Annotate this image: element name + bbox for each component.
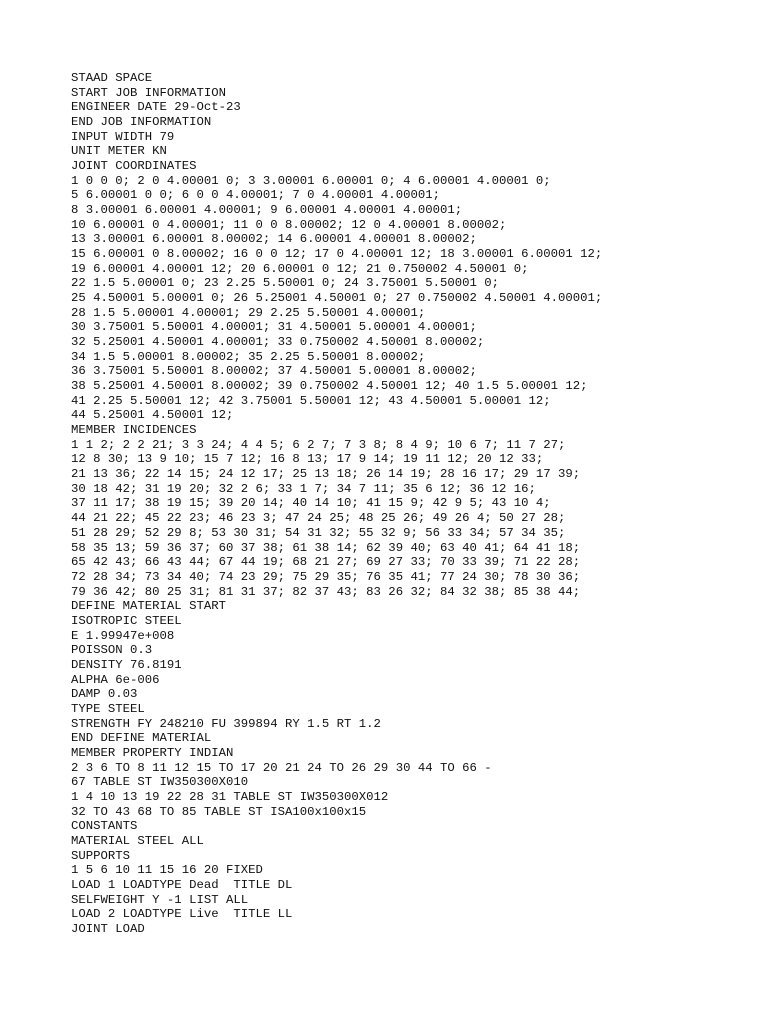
text-line: DAMP 0.03 <box>71 687 138 702</box>
text-line: MEMBER PROPERTY INDIAN <box>71 745 234 760</box>
text-line: ISOTROPIC STEEL <box>71 613 182 628</box>
text-line: SUPPORTS <box>71 848 131 863</box>
text-line: 19 6.00001 4.00001 12; 20 6.00001 0 12; 21 0.750002 4.50001 0; <box>71 261 529 276</box>
text-line: JOINT LOAD <box>71 921 145 936</box>
text-line: 65 42 43; 66 43 44; 67 44 19; 68 21 27; 69 27 33; 70 33 39; 71 22 28; <box>71 555 581 570</box>
text-line <box>71 937 751 952</box>
text-line: 30 18 42; 31 19 20; 32 2 6; 33 1 7; 34 7 11; 35 6 12; 36 12 16; <box>71 481 536 496</box>
text-line: UNIT METER KN <box>71 144 167 159</box>
text-line: POISSON 0.3 <box>71 643 153 658</box>
text-line: 1 4 10 13 19 22 28 31 TABLE ST IW350300X012 <box>71 789 389 804</box>
staad-input-file <box>71 71 751 951</box>
text-line: 36 3.75001 5.50001 8.00002; 37 4.50001 5.00001 8.00002; <box>71 364 477 379</box>
text-line: STRENGTH FY 248210 FU 399894 RY 1.5 RT 1.2 <box>71 716 381 731</box>
text-line: 38 5.25001 4.50001 8.00002; 39 0.750002 4.50001 12; 40 1.5 5.00001 12; <box>71 379 588 394</box>
text-line: 79 36 42; 80 25 31; 81 31 37; 82 37 43; 83 26 32; 84 32 38; 85 38 44; <box>71 584 581 599</box>
text-line: 32 TO 43 68 TO 85 TABLE ST ISA100x100x15 <box>71 804 367 819</box>
text-line: ALPHA 6e-006 <box>71 672 160 687</box>
text-line: 15 6.00001 0 8.00002; 16 0 0 12; 17 0 4.00001 12; 18 3.00001 6.00001 12; <box>71 247 603 262</box>
text-line: 25 4.50001 5.00001 0; 26 5.25001 4.50001 0; 27 0.750002 4.50001 4.00001; <box>71 291 603 306</box>
text-line: END DEFINE MATERIAL <box>71 731 212 746</box>
text-line: STAAD SPACE <box>71 71 153 85</box>
text-line: 8 3.00001 6.00001 4.00001; 9 6.00001 4.00001 4.00001; <box>71 203 463 218</box>
text-line: 1 1 2; 2 2 21; 3 3 24; 4 4 5; 6 2 7; 7 3 8; 8 4 9; 10 6 7; 11 7 27; <box>71 437 566 452</box>
text-line: 32 5.25001 4.50001 4.00001; 33 0.750002 4.50001 8.00002; <box>71 335 485 350</box>
text-line: 22 1.5 5.00001 0; 23 2.25 5.50001 0; 24 3.75001 5.50001 0; <box>71 276 500 291</box>
text-line: 1 5 6 10 11 15 16 20 FIXED <box>71 863 263 878</box>
text-line: 51 28 29; 52 29 8; 53 30 31; 54 31 32; 55 32 9; 56 33 34; 57 34 35; <box>71 525 566 540</box>
text-line: 72 28 34; 73 34 40; 74 23 29; 75 29 35; 76 35 41; 77 24 30; 78 30 36; <box>71 569 581 584</box>
text-line: LOAD 2 LOADTYPE Live TITLE LL <box>71 907 293 922</box>
text-line: JOINT COORDINATES <box>71 159 197 174</box>
text-line: 28 1.5 5.00001 4.00001; 29 2.25 5.50001 4.00001; <box>71 305 426 320</box>
text-line: SELFWEIGHT Y -1 LIST ALL <box>71 892 249 907</box>
text-line: 67 TABLE ST IW350300X010 <box>71 775 249 790</box>
text-line: 1 0 0 0; 2 0 4.00001 0; 3 3.00001 6.00001 0; 4 6.00001 4.00001 0; <box>71 173 551 188</box>
text-line: START JOB INFORMATION <box>71 85 226 100</box>
text-line: 44 21 22; 45 22 23; 46 23 3; 47 24 25; 48 25 26; 49 26 4; 50 27 28; <box>71 511 566 526</box>
text-line: INPUT WIDTH 79 <box>71 129 175 144</box>
text-line: E 1.99947e+008 <box>71 628 175 643</box>
text-line: 41 2.25 5.50001 12; 42 3.75001 5.50001 12; 43 4.50001 5.00001 12; <box>71 393 551 408</box>
text-line: END JOB INFORMATION <box>71 115 212 130</box>
text-line: 10 6.00001 0 4.00001; 11 0 0 8.00002; 12 0 4.00001 8.00002; <box>71 217 507 232</box>
text-line: ENGINEER DATE 29-Oct-23 <box>71 100 241 115</box>
text-line: DENSITY 76.8191 <box>71 657 182 672</box>
text-line: 34 1.5 5.00001 8.00002; 35 2.25 5.50001 8.00002; <box>71 349 426 364</box>
text-line: TYPE STEEL <box>71 701 145 716</box>
text-line: DEFINE MATERIAL START <box>71 599 226 614</box>
text-line: 21 13 36; 22 14 15; 24 12 17; 25 13 18; 26 14 19; 28 16 17; 29 17 39; <box>71 467 581 482</box>
text-line: LOAD 1 LOADTYPE Dead TITLE DL <box>71 877 293 892</box>
text-line: 2 3 6 TO 8 11 12 15 TO 17 20 21 24 TO 26 29 30 44 TO 66 - <box>71 760 492 775</box>
text-line: 12 8 30; 13 9 10; 15 7 12; 16 8 13; 17 9 14; 19 11 12; 20 12 33; <box>71 452 544 467</box>
text-line: 37 11 17; 38 19 15; 39 20 14; 40 14 10; 41 15 9; 42 9 5; 43 10 4; <box>71 496 551 511</box>
text-line: 58 35 13; 59 36 37; 60 37 38; 61 38 14; 62 39 40; 63 40 41; 64 41 18; <box>71 540 581 555</box>
text-line: CONSTANTS <box>71 819 138 834</box>
text-line: MATERIAL STEEL ALL <box>71 833 204 848</box>
text-line: MEMBER INCIDENCES <box>71 423 197 438</box>
text-line: 13 3.00001 6.00001 8.00002; 14 6.00001 4.00001 8.00002; <box>71 232 477 247</box>
text-line: 44 5.25001 4.50001 12; <box>71 408 234 423</box>
text-line: 5 6.00001 0 0; 6 0 0 4.00001; 7 0 4.00001 4.00001; <box>71 188 440 203</box>
text-line: 30 3.75001 5.50001 4.00001; 31 4.50001 5.00001 4.00001; <box>71 320 477 335</box>
